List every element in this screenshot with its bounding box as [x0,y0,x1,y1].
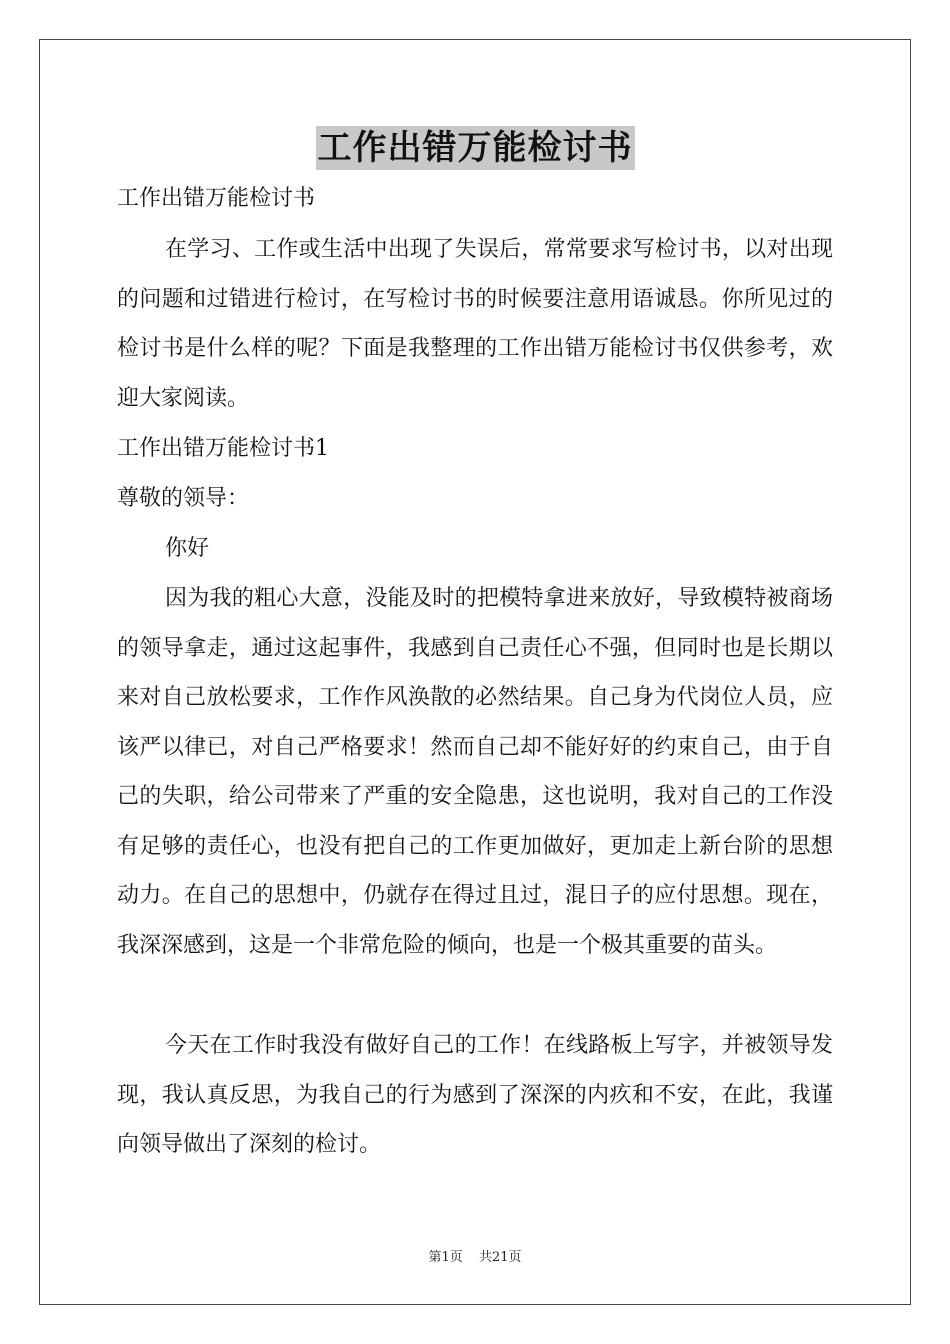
body-paragraph-1: 因为我的粗心大意，没能及时的把模特拿进来放好，导致模特被商场的领导拿走，通过这起事件，我感到自己责任心不强，但同时也是长期以来对自己放松要求，工作作风涣散的必然结果。自己身为代岗位人员，应该严以律已，对自己严格要求！然而自己却不能好好的约束自己，由于自己的失职，给公司带来了严重的安全隐患，这也说明，我对自己的工作没有足够的责任心，也没有把自己的工作更加做好，更加走上新台阶的思想动力。在自己的思想中，仍就存在得过且过，混日子的应付思想。现在，我深深感到，这是一个非常危险的倾向，也是一个极其重要的苗头。 [117,586,833,958]
page-number: 第1页 [428,1250,463,1265]
document-subtitle: 工作出错万能检讨书 [117,186,316,211]
intro-paragraph: 在学习、工作或生活中出现了失误后，常常要求写检讨书，以对出现的问题和过错进行检讨，在写检讨书的时候要注意用语诚恳。你所见过的检讨书是什么样的呢？下面是我整理的工作出错万能检讨书仅供参考，欢迎大家阅读。 [117,237,833,411]
body-paragraph-2: 今天在工作时我没有做好自己的工作！在线路板上写字，并被领导发现，我认真反思，为我自己的行为感到了深深的内疚和不安，在此，我谨向领导做出了深刻的检讨。 [117,1033,833,1157]
section-heading: 工作出错万能检讨书1 [117,436,329,461]
title-container [0,126,950,170]
page-total: 共21页 [478,1250,522,1265]
document-title: 工作出错万能检讨书 [317,128,633,168]
salutation: 尊敬的领导： [117,486,250,511]
page-footer [0,1246,950,1265]
greeting: 你好 [165,536,210,561]
